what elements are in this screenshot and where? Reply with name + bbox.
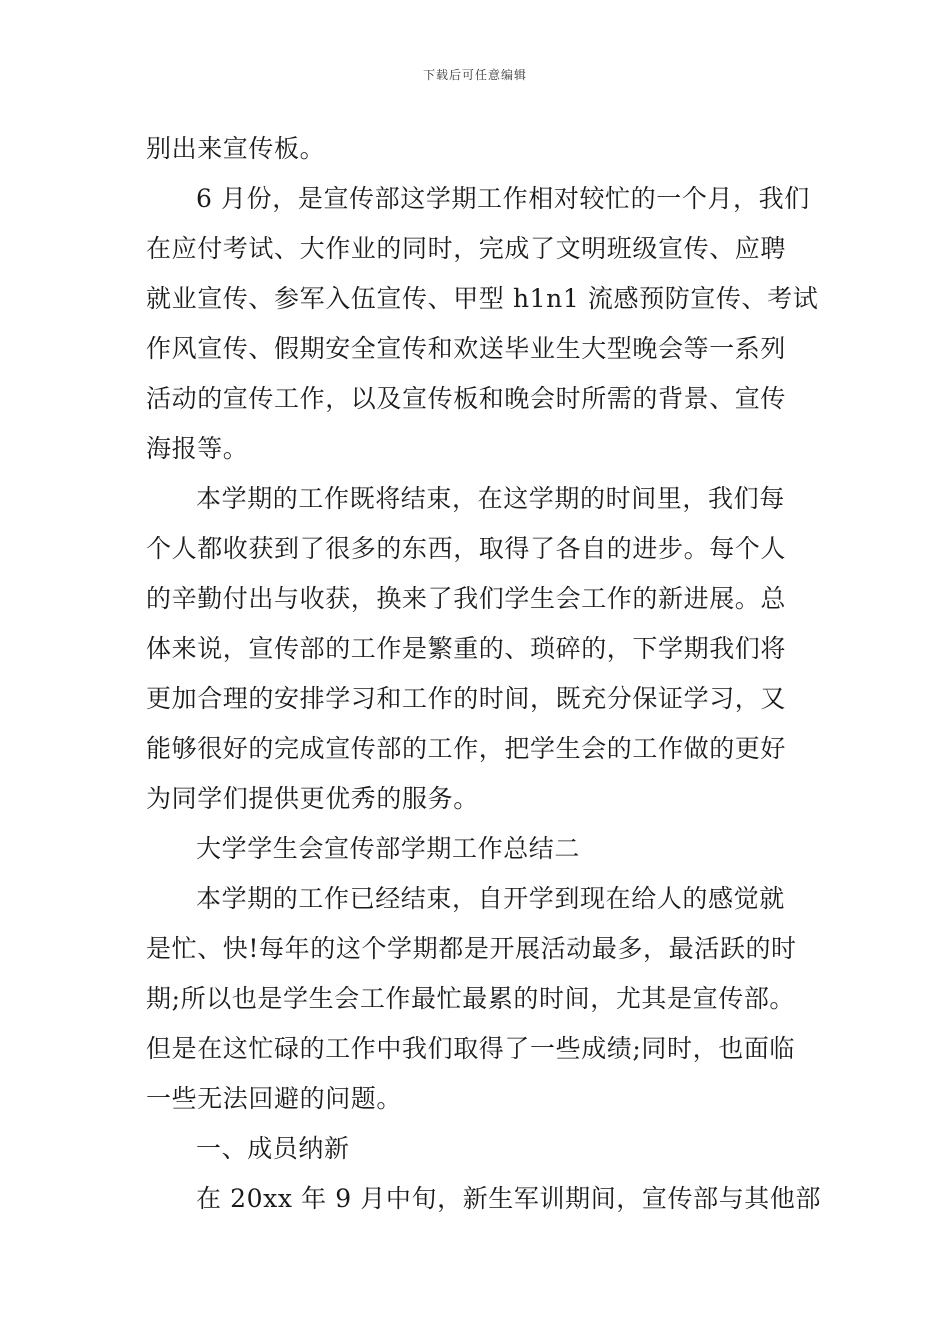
subsection-heading: 一、成员纳新 <box>196 1134 350 1163</box>
text-line: 别出来宣传板。 <box>146 134 326 163</box>
page-header: 下载后可任意编辑 <box>422 68 527 82</box>
document-body <box>146 124 822 1224</box>
text-line: 能够很好的完成宣传部的工作，把学生会的工作做的更好 <box>146 734 787 763</box>
paragraph-start: 本学期的工作既将结束，在这学期的时间里，我们每 <box>196 484 785 513</box>
text-line: 活动的宣传工作，以及宣传板和晚会时所需的背景、宣传 <box>146 384 787 413</box>
text-line: 作风宣传、假期安全宣传和欢送毕业生大型晚会等一系列 <box>146 334 787 363</box>
text-line: 在应付考试、大作业的同时，完成了文明班级宣传、应聘 <box>146 234 787 263</box>
text-line: 个人都收获到了很多的东西，取得了各自的进步。每个人 <box>146 534 787 563</box>
text-line: 一些无法回避的问题。 <box>146 1084 403 1113</box>
text-line: 体来说，宣传部的工作是繁重的、琐碎的，下学期我们将 <box>146 634 787 663</box>
text-line: 但是在这忙碌的工作中我们取得了一些成绩;同时，也面临 <box>146 1034 796 1063</box>
text-line: 就业宣传、参军入伍宣传、甲型 h1n1 流感预防宣传、考试 <box>146 284 819 313</box>
text-line: 期;所以也是学生会工作最忙最累的时间，尤其是宣传部。 <box>146 984 796 1013</box>
text-line: 是忙、快!每年的这个学期都是开展活动最多，最活跃的时 <box>146 934 797 963</box>
text-line: 的辛勤付出与收获，换来了我们学生会工作的新进展。总 <box>146 584 787 613</box>
text-line: 海报等。 <box>146 434 249 463</box>
paragraph-start: 本学期的工作已经结束，自开学到现在给人的感觉就 <box>196 884 785 913</box>
paragraph-start: 6 月份，是宣传部这学期工作相对较忙的一个月，我们 <box>196 184 810 213</box>
section-heading: 大学学生会宣传部学期工作总结二 <box>196 834 581 863</box>
text-line: 为同学们提供更优秀的服务。 <box>146 784 479 813</box>
text-line: 更加合理的安排学习和工作的时间，既充分保证学习，又 <box>146 684 787 713</box>
paragraph-start: 在 20xx 年 9 月中旬，新生军训期间，宣传部与其他部 <box>196 1184 822 1213</box>
